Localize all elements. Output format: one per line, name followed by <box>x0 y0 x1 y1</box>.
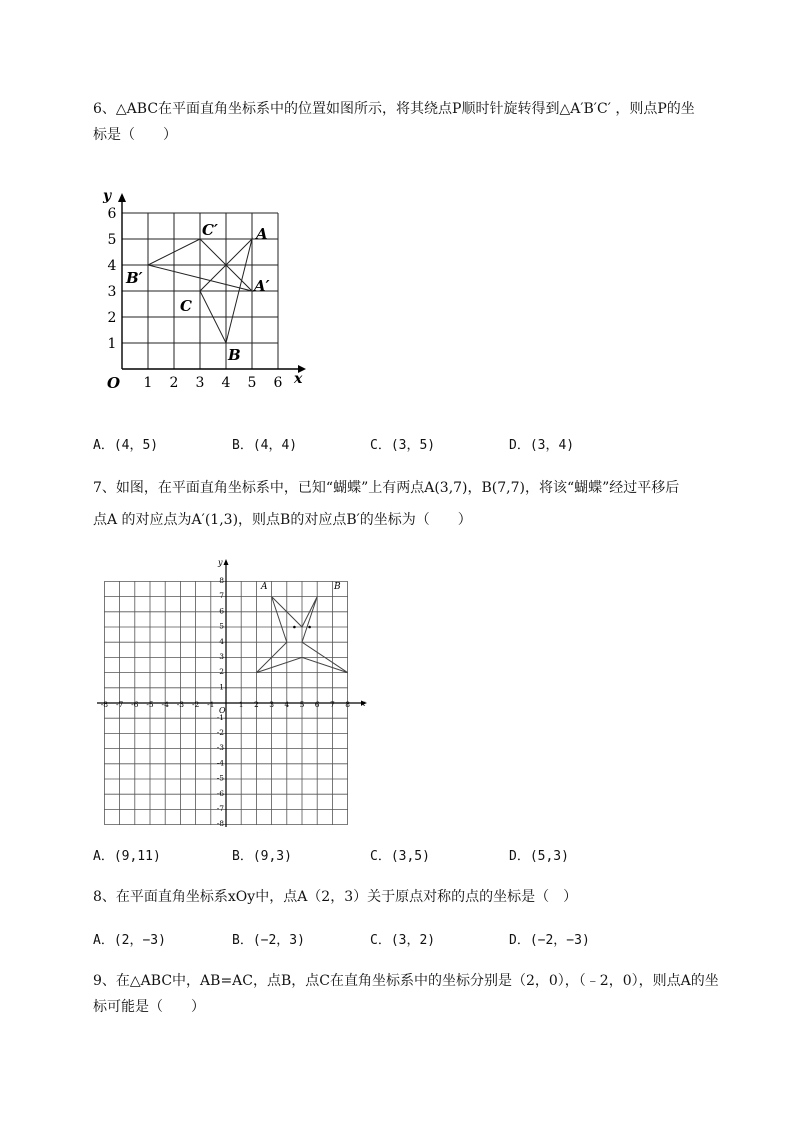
q6-option-a[interactable]: A．(4，5) <box>93 438 159 453</box>
q7-label-b: B <box>334 582 341 592</box>
q7-x-tick: -4 <box>161 700 169 709</box>
q7-point-labels <box>260 582 341 592</box>
q6-x-label: x <box>294 371 303 387</box>
q6-x-tick: 3 <box>195 375 205 391</box>
question-6-line-1: 6、△ABC在平面直角坐标系中的位置如图所示，将其绕点P顺时针旋转得到△A′B′C′ ，则点P的坐 <box>93 101 695 117</box>
q7-x-tick: -7 <box>115 700 124 709</box>
question-6-line-2: 标是（ ） <box>93 127 177 143</box>
question-9-line-2: 标可能是（ ） <box>93 999 205 1015</box>
q7-butterfly-dot <box>308 626 311 629</box>
q8-option-d[interactable]: D．(−2，−3) <box>509 933 590 948</box>
q7-y-tick: -8 <box>216 819 224 829</box>
q6-y-tick: 6 <box>107 206 117 222</box>
q6-y-tick: 4 <box>107 258 117 274</box>
q6-x-tick: 2 <box>169 375 179 391</box>
q7-y-tick: 7 <box>219 591 224 601</box>
q6-option-d[interactable]: D．(3，4) <box>509 438 575 453</box>
q6-y-tick: 5 <box>107 232 117 248</box>
question-9-line-1: 9、在△ABC中，AB=AC，点B，点C在直角坐标系中的坐标分别是（2，0），（﹣2，0），则点A的坐 <box>93 973 719 989</box>
q7-y-tick: 3 <box>219 652 224 661</box>
q7-butterfly-dot <box>293 626 296 629</box>
q7-option-b[interactable]: B．(9,3) <box>232 849 292 864</box>
q6-option-b[interactable]: B．(4，4) <box>232 438 298 453</box>
q7-x-tick: -6 <box>131 700 139 709</box>
q7-label-a: A <box>261 582 268 592</box>
q6-label-b-prime: B′ <box>126 269 143 287</box>
q7-y-tick: 1 <box>219 682 224 692</box>
q7-x-tick: -5 <box>146 700 154 709</box>
question-9-text <box>93 968 743 1020</box>
q7-x-tick: -2 <box>191 700 200 709</box>
q7-y-tick: -7 <box>216 804 224 813</box>
q7-x-tick: 2 <box>254 700 259 709</box>
q6-y-arrow-icon <box>118 193 126 202</box>
q8-option-a[interactable]: A．(2，−3) <box>93 933 166 948</box>
q6-x-tick: 5 <box>247 375 257 391</box>
q7-x-tick: -3 <box>176 700 185 709</box>
q7-y-tick: -5 <box>216 773 224 783</box>
q7-y-tick: 5 <box>219 621 224 631</box>
q7-y-tick: -3 <box>216 743 224 753</box>
q7-y-tick: -4 <box>216 758 224 768</box>
question-8-text <box>93 884 743 910</box>
q6-label-c-prime: C′ <box>202 221 218 239</box>
q7-y-tick: -2 <box>216 728 224 737</box>
q8-option-c[interactable]: C．(3，2) <box>370 933 436 948</box>
q7-x-tick: 5 <box>299 700 305 709</box>
q7-option-c[interactable]: C．(3,5) <box>370 849 430 864</box>
q7-x-tick: 7 <box>330 700 335 709</box>
q7-y-arrow-icon <box>224 559 229 565</box>
q6-y-label: y <box>103 188 112 204</box>
q7-coordinate-figure <box>95 555 370 830</box>
q6-label-a-prime: A′ <box>254 277 270 295</box>
q7-x-tick: 1 <box>238 700 244 709</box>
q6-x-ticks <box>144 375 283 391</box>
q7-y-ticks <box>217 576 225 828</box>
question-7-line-1: 7、如图，在平面直角坐标系中，已知“蝴蝶”上有两点A(3,7)，B(7,7)，将该“蝴蝶”经过平移后 <box>93 480 680 496</box>
q7-x-tick: 6 <box>314 700 320 709</box>
q7-x-tick: -1 <box>207 700 215 709</box>
q7-y-tick: -1 <box>216 712 224 722</box>
q7-y-tick: 2 <box>219 667 224 677</box>
q6-y-ticks <box>108 206 117 352</box>
q6-x-tick: 1 <box>143 375 153 391</box>
q6-y-tick: 1 <box>107 336 117 352</box>
q6-label-c: C <box>180 297 192 315</box>
q7-x-tick: -8 <box>100 700 109 709</box>
q7-option-d[interactable]: D．(5,3) <box>509 849 569 864</box>
q6-option-c[interactable]: C．(3，5) <box>370 438 436 453</box>
q6-coordinate-figure <box>100 185 310 400</box>
q7-y-tick: 4 <box>219 636 224 646</box>
q7-y-tick: 6 <box>219 606 224 616</box>
q7-x-tick: 4 <box>284 700 290 709</box>
q8-option-b[interactable]: B．(−2，3) <box>232 933 305 948</box>
q7-x-tick: 8 <box>345 700 350 709</box>
q6-origin-label: O <box>107 374 121 392</box>
q6-x-tick: 4 <box>221 375 231 391</box>
q6-y-tick: 2 <box>107 310 117 326</box>
question-8-line-1: 8、在平面直角坐标系xOy中，点A（2，3）关于原点对称的点的坐标是（ ） <box>93 889 578 905</box>
q7-x-label: x <box>361 699 366 708</box>
q6-label-a: A <box>256 225 268 243</box>
q7-option-a[interactable]: A．(9,11) <box>93 849 161 864</box>
q7-origin-label: O <box>219 706 226 715</box>
question-6-text <box>93 96 743 148</box>
q6-label-b: B <box>228 346 241 364</box>
q7-y-tick: -6 <box>216 788 224 798</box>
question-7-text <box>93 472 743 536</box>
question-7-line-2: 点A 的对应点为A′(1,3)，则点B的对应点B′的坐标为（ ） <box>93 512 472 528</box>
q7-x-tick: 3 <box>269 700 274 709</box>
q7-y-tick: 8 <box>219 576 224 585</box>
q6-x-tick: 6 <box>273 375 283 391</box>
q6-y-tick: 3 <box>107 284 117 300</box>
q7-y-label: y <box>218 558 223 567</box>
